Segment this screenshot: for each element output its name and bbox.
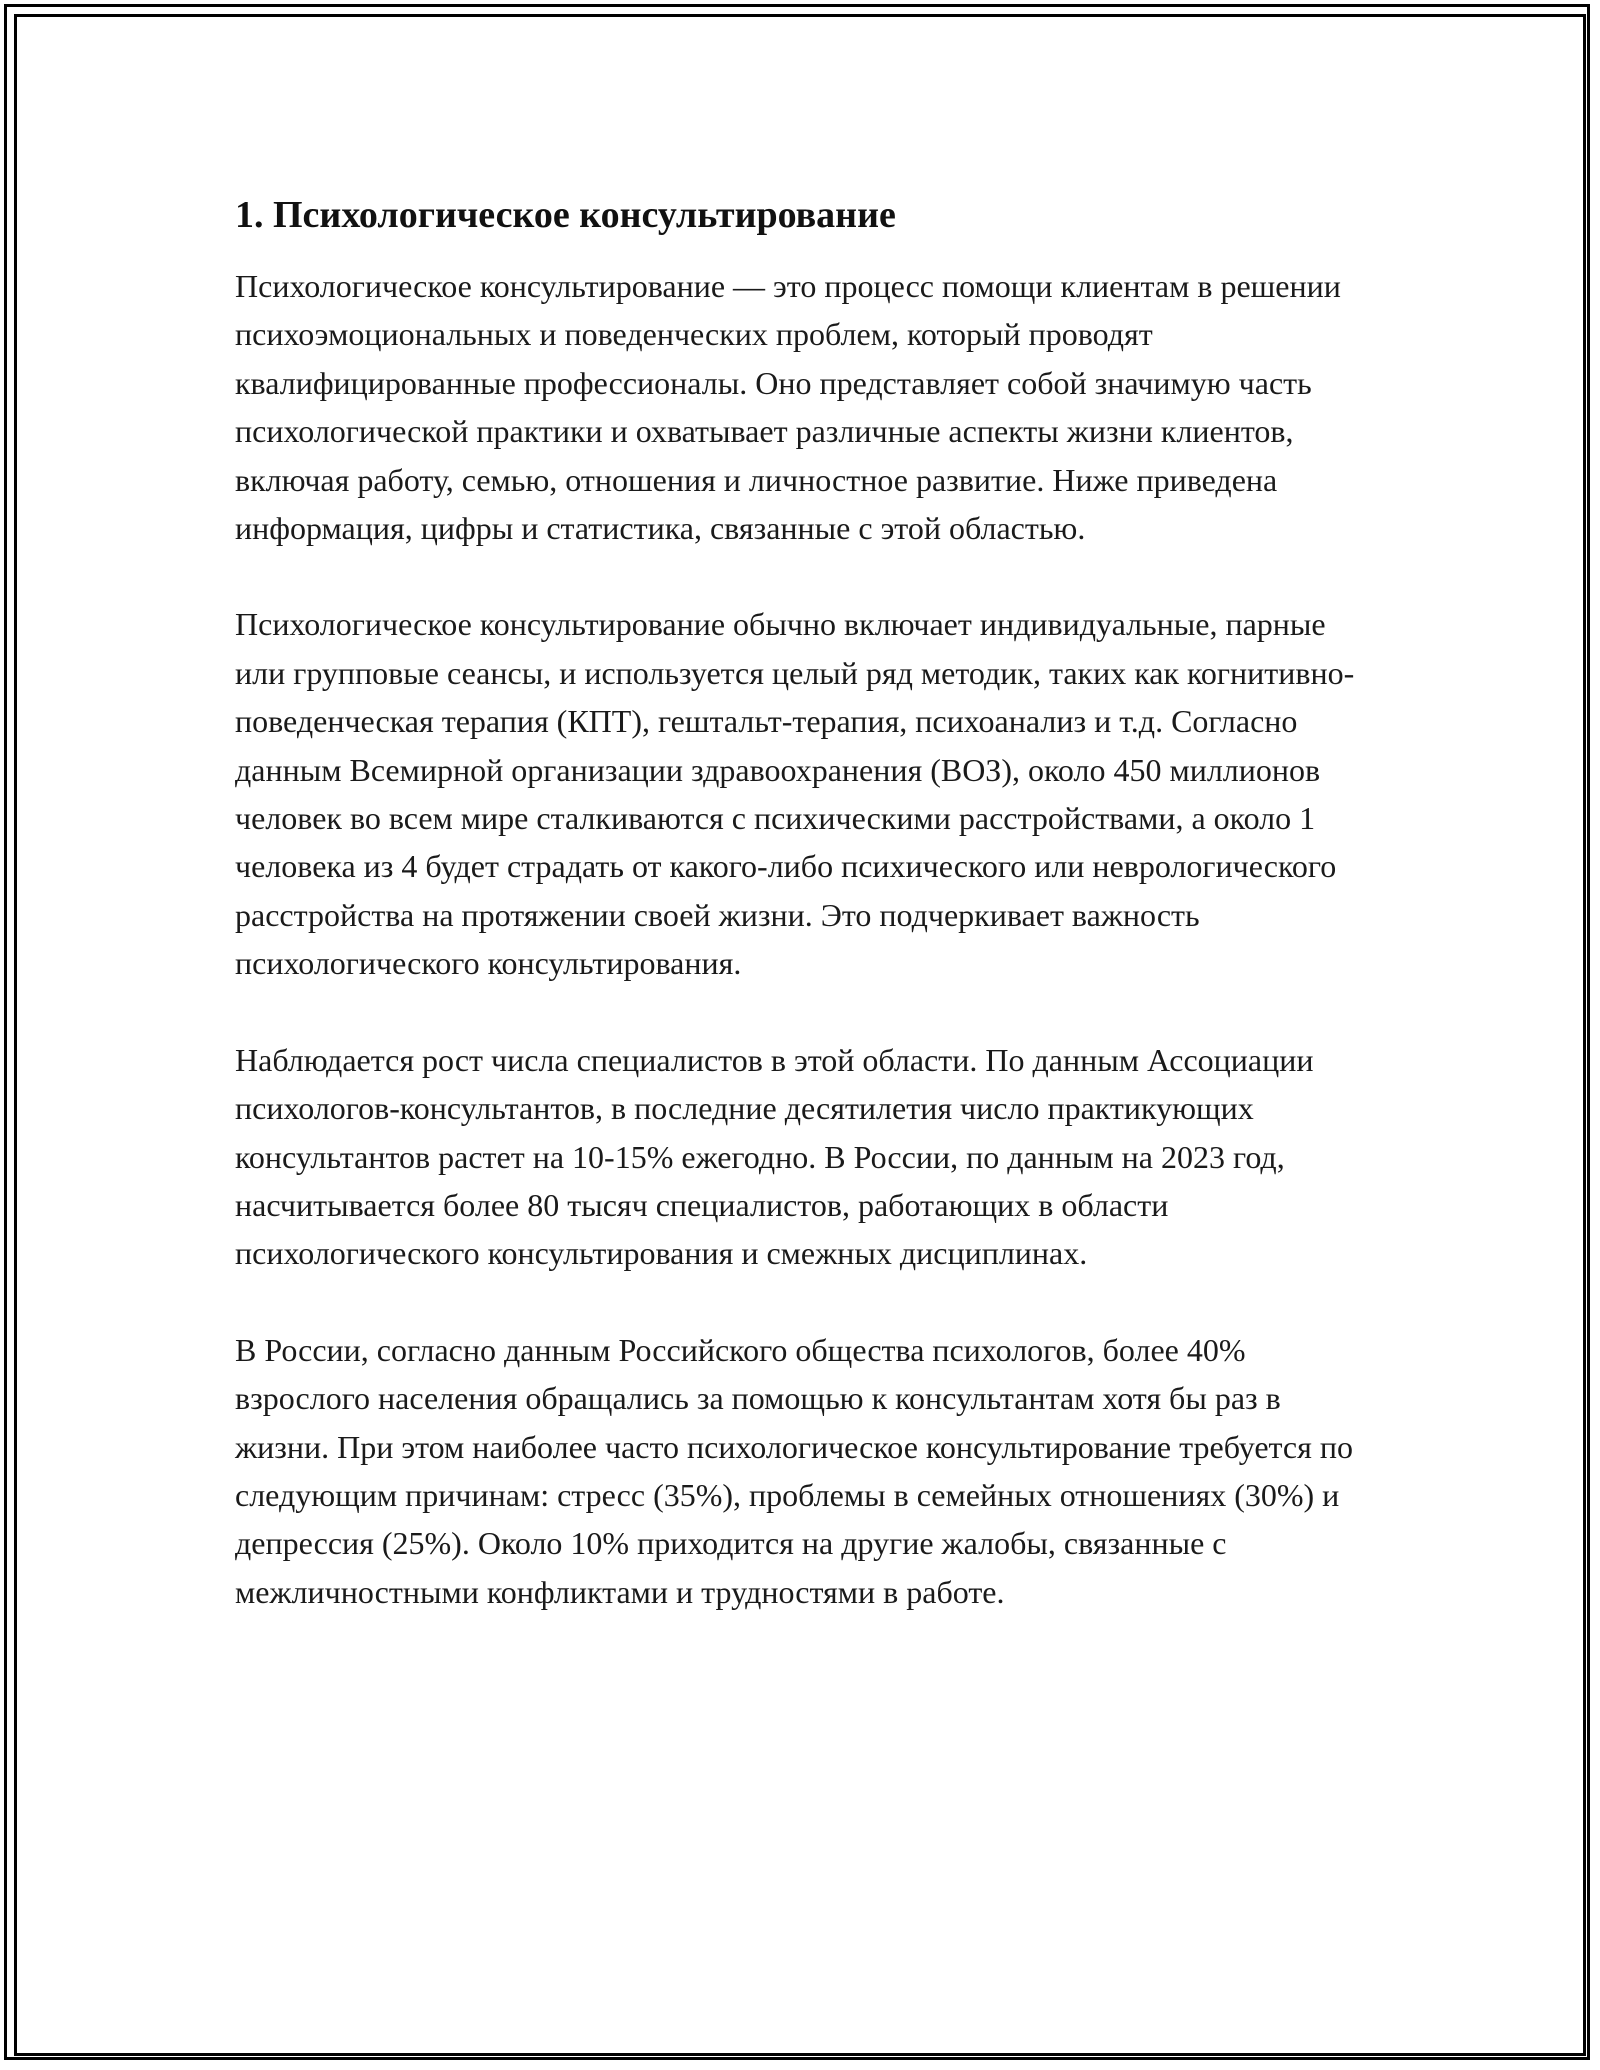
section-heading: 1. Психологическое консультирование [235,194,896,236]
paragraph-methods: Психологическое консультирование обычно включает индивидуальные, парные или групповые сеансы, и используется целый ряд методик, таких как когнитивно-поведенческая терапия (КПТ), гештальт-терапия, психоанализ и т.д. Согласно данным Всемирной организации здравоохранения (ВОЗ), около 450 миллионов человек во всем мире сталкиваются с психическими расстройствами, а около 1 человека из 4 будет страдать от какого-либо психического или неврологического расстройства на протяжении своей жизни. Это подчеркивает важность психологического консультирования. [235,606,1355,982]
paragraph-specialists: Наблюдается рост числа специалистов в этой области. По данным Ассоциации психологов-консультантов, в последние десятилетия число практикующих консультантов растет на 10-15% ежегодно. В России, по данным на 2023 год, насчитывается более 80 тысяч специалистов, работающих в области психологического консультирования и смежных дисциплинах. [235,1041,1314,1272]
document-body [235,190,1375,1616]
paragraph-russia-stats: В России, согласно данным Российского общества психологов, более 40% взрослого населения обращались за помощью к консультантам хотя бы раз в жизни. При этом наиболее часто психологическое консультирование требуется по следующим причинам: стресс (35%), проблемы в семейных отношениях (30%) и депрессия (25%). Около 10% приходится на другие жалобы, связанные с межличностными конфликтами и трудностями в работе. [235,1331,1353,1610]
paragraph-intro: Психологическое консультирование — это процесс помощи клиентам в решении психоэмоциональных и поведенческих проблем, который проводят квалифицированные профессионалы. Оно представляет собой значимую часть психологической практики и охватывает различные аспекты жизни клиентов, включая работу, семью, отношения и личностное развитие. Ниже приведена информация, цифры и статистика, связанные с этой областью. [235,268,1341,547]
